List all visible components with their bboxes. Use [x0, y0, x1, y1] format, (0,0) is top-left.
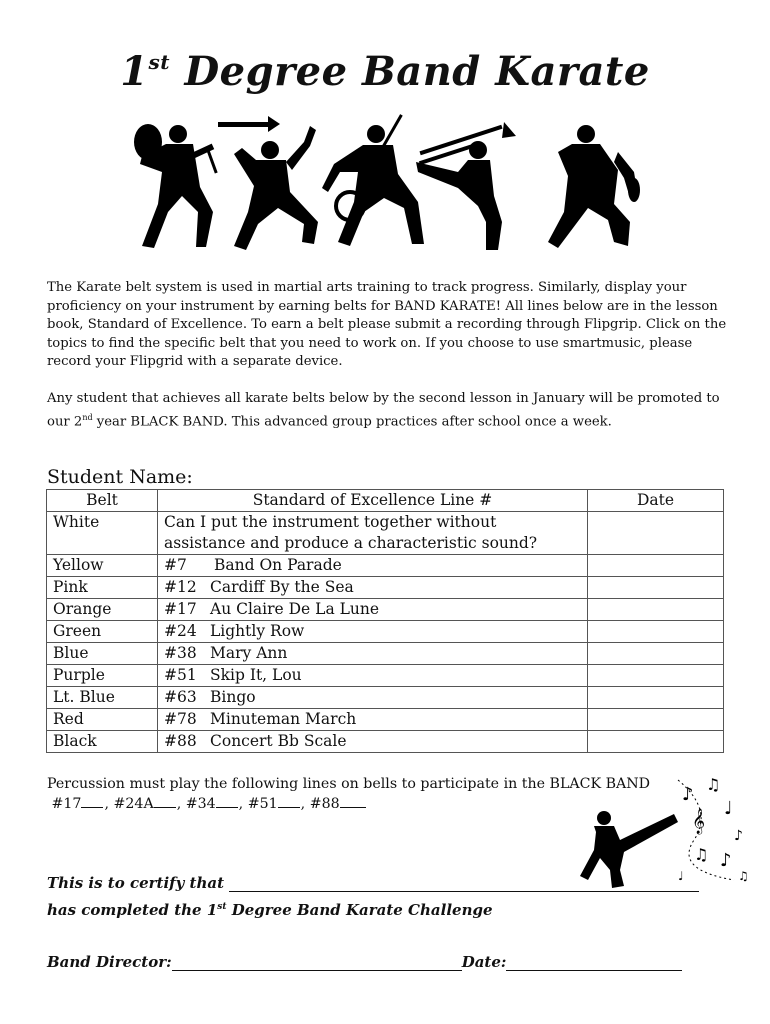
line-cell: [158, 621, 588, 643]
date-cell[interactable]: [588, 621, 724, 643]
table-row: [47, 687, 724, 709]
percussion-blank[interactable]: [216, 795, 238, 808]
table-row: [47, 731, 724, 753]
table-row: [47, 643, 724, 665]
table-row: [47, 512, 724, 555]
belt-table-header: [47, 490, 724, 512]
date-cell[interactable]: [588, 709, 724, 731]
intro-paragraph: The Karate belt system is used in martial arts training to track progress. Similarly, display your proficiency on your instrument by earning belts for BAND KARATE! All lines below are in the lesson book, Standard of Excellence. To earn a belt please submit a recording through Flipgrip. Click on the topics to find the specific belt that you need to work on. If you choose to use smartmusic, please record your Flipgrid with a separate device.: [47, 280, 727, 370]
line-cell: [158, 599, 588, 621]
line-number: #88: [164, 732, 197, 750]
belt-cell: Pink: [47, 577, 158, 599]
signature-line: [47, 953, 682, 971]
line-cell: [158, 577, 588, 599]
line-cell: [158, 665, 588, 687]
belt-cell: Green: [47, 621, 158, 643]
percussion-line: #88: [309, 796, 340, 812]
belt-cell: Yellow: [47, 555, 158, 577]
belt-cell: Lt. Blue: [47, 687, 158, 709]
percussion-blank[interactable]: [278, 795, 300, 808]
belt-table: [46, 489, 724, 753]
completed-line: [47, 901, 493, 919]
table-row: [47, 555, 724, 577]
completed-text-before: has completed the 1: [47, 901, 218, 919]
line-cell: [158, 687, 588, 709]
percussion-line: #51: [247, 796, 278, 812]
date-cell[interactable]: [588, 731, 724, 753]
karate-musicians-illustration: [118, 112, 658, 260]
table-row: [47, 577, 724, 599]
line-title: Cardiff By the Sea: [210, 578, 354, 596]
line-number: #7: [164, 556, 187, 574]
svg-text:♪: ♪: [720, 850, 732, 871]
table-row: [47, 665, 724, 687]
percussion-line: #24A: [113, 796, 154, 812]
line-title: Band On Parade: [214, 556, 342, 574]
line-title: Lightly Row: [210, 622, 305, 640]
line-number: #17: [164, 600, 197, 618]
line-number: #24: [164, 622, 197, 640]
line-title: Au Claire De La Lune: [210, 600, 380, 618]
promo-sup: nd: [82, 412, 93, 422]
promotion-paragraph: [47, 390, 737, 432]
header-belt: Belt: [47, 490, 158, 512]
karate-kick-music-notes-illustration: [574, 770, 754, 890]
svg-text:♪: ♪: [734, 828, 743, 844]
svg-text:♫: ♫: [706, 775, 721, 794]
band-director-blank[interactable]: [172, 955, 462, 971]
percussion-line: #17: [51, 796, 82, 812]
belt-cell: Purple: [47, 665, 158, 687]
line-title: Minuteman March: [210, 710, 357, 728]
line-cell: [158, 555, 588, 577]
line-number: #38: [164, 644, 197, 662]
date-cell[interactable]: [588, 555, 724, 577]
line-cell: [158, 709, 588, 731]
title-ordinal: 1: [120, 48, 149, 95]
belt-cell: Red: [47, 709, 158, 731]
line-cell: Can I put the instrument together without assistance and produce a characteristic sound?: [158, 512, 588, 555]
table-row: [47, 709, 724, 731]
completed-text-after: Degree Band Karate Challenge: [226, 901, 493, 919]
page-title: [0, 48, 770, 95]
belt-cell: Blue: [47, 643, 158, 665]
certify-line: [47, 874, 699, 892]
date-label: Date:: [461, 953, 507, 971]
svg-text:♫: ♫: [694, 845, 709, 864]
line-number: #78: [164, 710, 197, 728]
belt-cell: Orange: [47, 599, 158, 621]
line-cell: [158, 643, 588, 665]
date-cell[interactable]: [588, 577, 724, 599]
date-cell[interactable]: [588, 687, 724, 709]
belt-cell: White: [47, 512, 158, 555]
title-ordinal-suffix: st: [148, 50, 171, 74]
student-name-label: Student Name:: [47, 466, 193, 488]
svg-text:♩: ♩: [678, 869, 684, 883]
table-row: [47, 621, 724, 643]
date-cell[interactable]: [588, 599, 724, 621]
date-cell[interactable]: [588, 665, 724, 687]
completed-sup: st: [217, 902, 227, 912]
line-number: #63: [164, 688, 197, 706]
percussion-blank[interactable]: [154, 795, 176, 808]
header-date: Date: [588, 490, 724, 512]
band-director-label: Band Director:: [47, 953, 172, 971]
line-cell: [158, 731, 588, 753]
promo-text-before: Any student that achieves all karate belts below by the second lesson in January will be promoted to our 2: [47, 391, 720, 429]
line-title: Bingo: [210, 688, 256, 706]
line-title: Mary Ann: [210, 644, 288, 662]
promo-text-after: year BLACK BAND. This advanced group practices after school once a week.: [92, 413, 612, 429]
percussion-text: Percussion must play the following lines on bells to participate in the BLACK BAND: [47, 776, 651, 792]
percussion-blank[interactable]: [340, 795, 366, 808]
date-cell[interactable]: [588, 643, 724, 665]
svg-text:𝄞: 𝄞: [692, 809, 706, 834]
svg-text:♫: ♫: [738, 869, 749, 883]
line-title: Skip It, Lou: [210, 666, 302, 684]
belt-cell: Black: [47, 731, 158, 753]
date-blank[interactable]: [506, 955, 682, 971]
title-text: Degree Band Karate: [184, 48, 650, 95]
line-number: #12: [164, 578, 197, 596]
certify-text: This is to certify that: [47, 874, 225, 892]
certify-name-blank[interactable]: [229, 876, 699, 892]
svg-text:♩: ♩: [724, 798, 733, 819]
line-number: #51: [164, 666, 197, 684]
date-cell[interactable]: [588, 512, 724, 555]
line-title: Concert Bb Scale: [210, 732, 347, 750]
svg-text:♪: ♪: [682, 784, 694, 805]
percussion-blank[interactable]: [81, 795, 103, 808]
table-row: [47, 599, 724, 621]
header-line: Standard of Excellence Line #: [158, 490, 588, 512]
percussion-line: #34: [185, 796, 216, 812]
percussion-lines: #17 , #24A , #34 , #51 , #88: [47, 794, 697, 814]
